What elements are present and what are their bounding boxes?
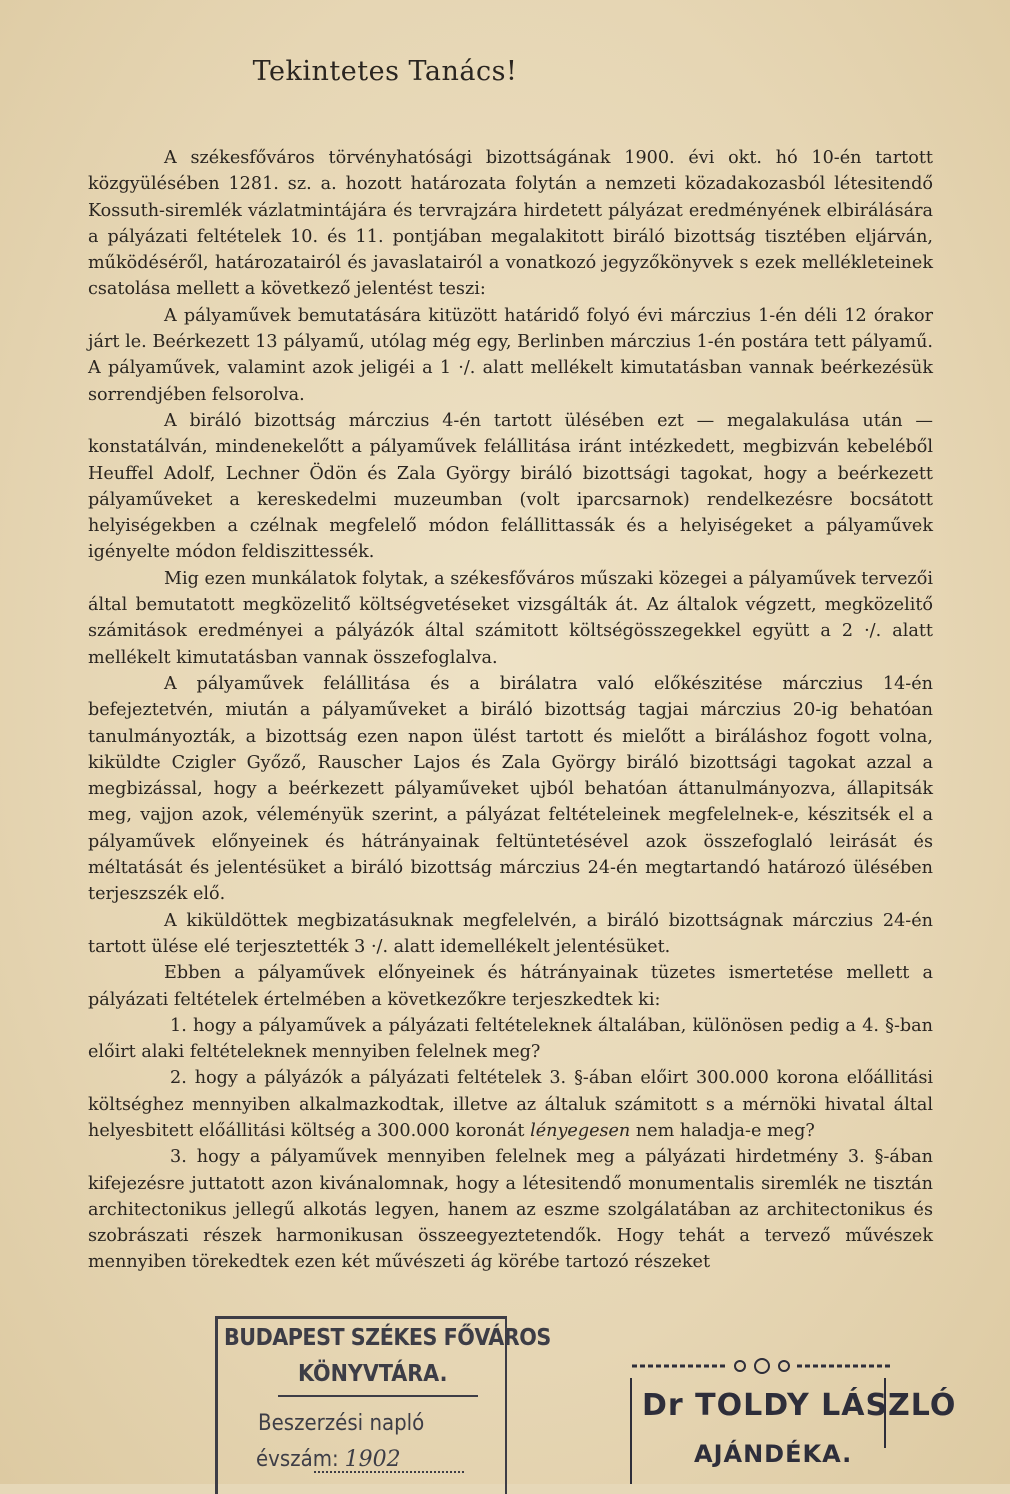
paragraph: A pályaművek bemutatására kitüzött határidő folyó évi márczius 1-én déli 12 órakor járt le. Beérkezett 13 pályamű, utólag még egy, Berlinben márczius 1-én postára tett pályamű. A pályaművek, valamint azok jeligéi a 1 ·/. alatt mellékelt kimutatásban vannak beérkezésük sorrendjében felsorolva. [88, 305, 933, 405]
paragraph: A székesfőváros törvényhatósági bizottságának 1900. évi okt. hó 10-én tartott közgyülésében 1281. sz. a. hozott határozata folytán a nemzeti közadakozasból létesitendő Kossuth-siremlék vázlatmintájára és tervrajzára hirdetett pályázat eredményének elbirálására a pályázati feltételek 10. és 11. pontjában megalakitott biráló bizottság tisztében eljárván, működéséről, határozatairól és javaslatairól a vonatkozó jegyzőkönyvek s ezek mellékleteinek csatolása mellett a következő jelentést teszi: [88, 148, 933, 300]
donation-stamp-line: Dr TOLDY LÁSZLÓ [642, 1388, 957, 1423]
list-item: 3. hogy a pályaművek mennyiben felelnek meg a pályázati hirdetmény 3. §-ában kifejezésre juttatott azon kivánalomnak, hogy a létesitendő monumentalis siremlék ne tisztán architectonikus jellegű alkotás legyen, hanem az eszme szolgálatában az architectonikus és szobrászati részek harmonikusan összeegyeztetendők. Hogy tehát a tervező művészek mennyiben törekedtek ezen két művészeti ág körébe tartozó részeket [88, 1147, 933, 1273]
ornament-icon [632, 1358, 892, 1374]
list-item: 1. hogy a pályaművek a pályázati feltételeknek általában, különösen pedig a 4. §-ban előirt alaki feltételeknek mennyiben felelnek meg? [88, 1015, 933, 1063]
paragraph: A biráló bizottság márczius 4-én tartott ülésében ezt — megalakulása után — konstatálván, mindenekelőtt a pályaművek felállitása iránt intézkedett, megbizván kebeléből Heuffel Adolf, Lechner Ödön és Zala György biráló bizottsági tagokat, hogy a beérkezett pályaműveket a kereskedelmi muzeumban (volt iparcsarnok) rendelkezésre bocsátott helyiségekben a czélnak megfelelő módon felállittassák és a helyiségeket a pályaművek igényelte módon feldiszittessék. [88, 410, 933, 563]
library-stamp [215, 1316, 551, 1494]
list-item-text: nem haladja-e meg? [635, 1120, 815, 1141]
stamp-dotted-line [314, 1471, 464, 1473]
year-label: évszám: [256, 1447, 339, 1472]
library-stamp-line: Beszerzési napló [258, 1411, 425, 1436]
donation-stamp [622, 1358, 957, 1488]
list-item-text: 2. hogy a pályázók a pályázati feltételek 3. §-ában előirt 300.000 korona előállitási költséghez mennyiben alkalmazkodtak, illetve az általuk számitott s a mérnöki hivatal által helyesbitett előállitási költség a 300.000 koronát [88, 1068, 933, 1141]
stamp-border [630, 1378, 632, 1484]
paragraph: Ebben a pályaművek előnyeinek és hátrányainak tüzetes ismertetése mellett a pályázati feltételek értelmében a következőkre terjeszkedtek ki: [88, 963, 933, 1010]
library-stamp-year [256, 1447, 401, 1472]
list-item [88, 1065, 933, 1144]
emphasis: lényegesen [530, 1120, 631, 1141]
donation-stamp-line: AJÁNDÉKA. [694, 1440, 853, 1468]
document-body [88, 145, 933, 1276]
handwritten-year: 1902 [344, 1447, 401, 1472]
library-stamp-line: BUDAPEST SZÉKES FŐVÁROS [224, 1325, 551, 1351]
paragraph: A pályaművek felállitása és a birálatra való előkészitése márczius 14-én befejeztetvén, miután a pályaműveket a biráló bizottság tagjai márczius 20-ig behatóan tanulmányozták, a bizottság ezen napon ülést tartott és mielőtt a biráláshoz fogott volna, kiküldte Czigler Győző, Rauscher Lajos és Zala György biráló bizottsági tagokat azzal a megbizással, hogy a beérkezett pályaműveket ujból behatóan áttanulmányozva, állapitsák meg, vajjon azok, véleményük szerint, a pályázat feltételeinek megfelelnek-e, készitsék el a pályaművek előnyeinek és hátrányainak feltüntetésével azok összefoglaló leirását és méltatását és jelentésüket a biráló bizottság márczius 24-én megtartandó határozó ülésében terjeszszék elő. [88, 673, 933, 905]
stamp-divider [278, 1395, 478, 1397]
library-stamp-line: KÖNYVTÁRA. [298, 1361, 448, 1387]
document-title: Tekintetes Tanács! [252, 56, 518, 87]
paragraph: Mig ezen munkálatok folytak, a székesfőváros műszaki közegei a pályaművek tervezői által bemutatott megközelitő költségvetéseket vizsgálták át. Az általok végzett, megközelitő számitások eredményei a pályázók által számitott költségösszegekkel együtt a 2 ·/. alatt mellékelt kimutatásban vannak összefoglalva. [88, 568, 933, 668]
paragraph: A kiküldöttek megbizatásuknak megfelelvén, a biráló bizottságnak márczius 24-én tartott ülése elé terjesztették 3 ·/. alatt idemellékelt jelentésüket. [88, 910, 933, 957]
